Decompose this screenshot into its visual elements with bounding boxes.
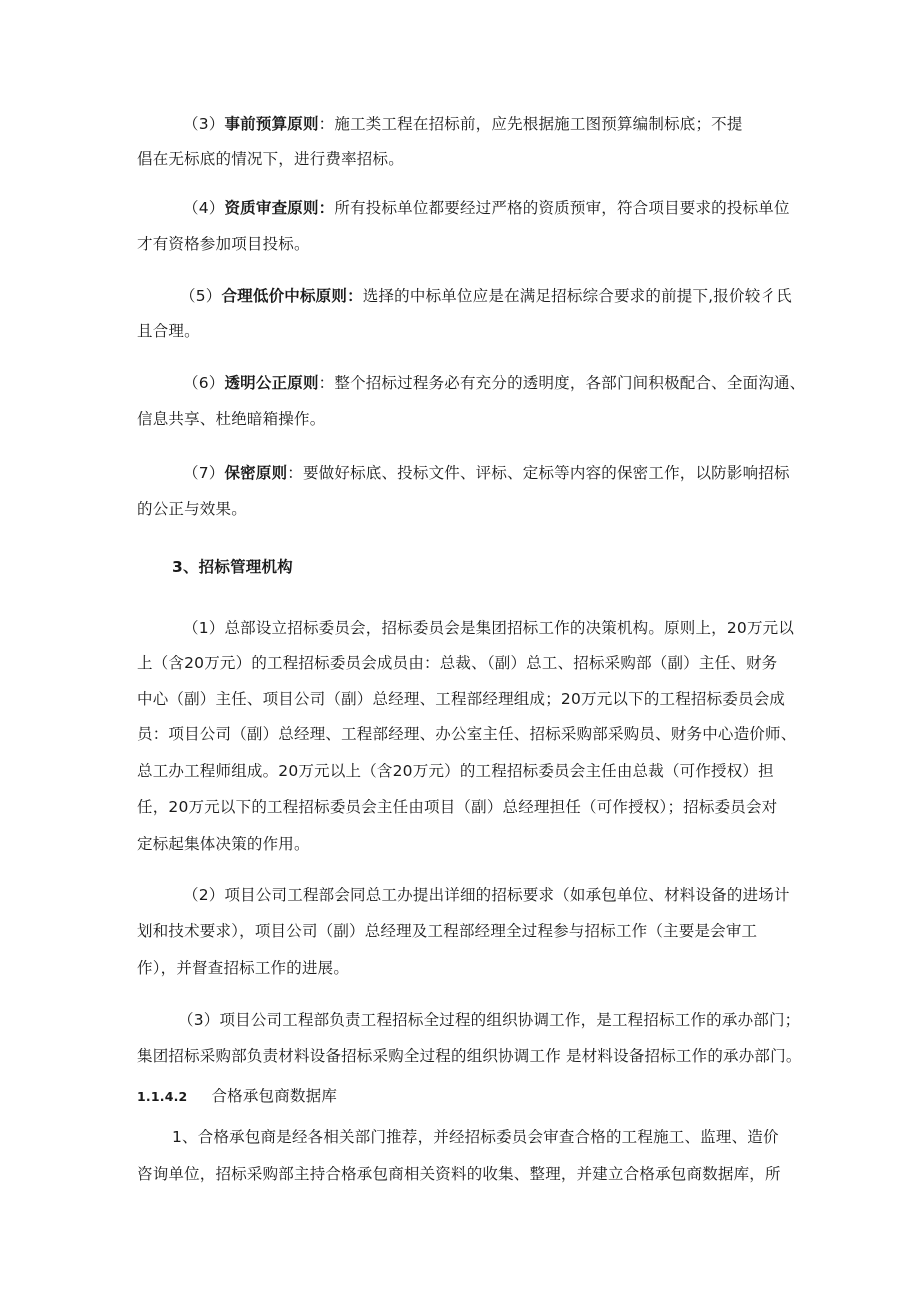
- principle-4: [183, 197, 790, 219]
- principle-5-text: 选择的中标单位应是在满足招标综合要求的前提下,报价较彳氏: [362, 287, 792, 305]
- section-name: 合格承包商数据库: [211, 1087, 338, 1105]
- para-1-line-4: 员：项目公司（副）总经理、工程部经理、办公室主任、招标采购部采购员、财务中心造价师、: [137, 725, 797, 743]
- principle-6: [183, 372, 805, 394]
- principle-3-text: ：施工类工程在招标前，应先根据施工图预算编制标底；不提: [318, 115, 743, 133]
- principle-6-label: （6）: [183, 374, 225, 392]
- para-1-line-2: 上（含20万元）的工程招标委员会成员由：总裁、（副）总工、招标采购部（副）主任、财务: [137, 654, 778, 672]
- principle-5-cont: 且合理。: [137, 322, 200, 340]
- principle-4-text: 所有投标单位都要经过严格的资质预审，符合项目要求的投标单位: [334, 199, 790, 217]
- principle-7-text: ：要做好标底、投标文件、评标、定标等内容的保密工作，以防影响招标: [287, 464, 790, 482]
- section-title: [137, 1085, 337, 1108]
- principle-4-label: （4）: [183, 199, 225, 217]
- para-1-line-1: （1）总部设立招标委员会，招标委员会是集团招标工作的决策机构。原则上，20万元以: [183, 619, 795, 637]
- principle-6-text: ：整个招标过程务必有充分的透明度，各部门间积极配合、全面沟通、: [318, 374, 806, 392]
- section-number: 1.1.4.2: [137, 1089, 188, 1104]
- principle-7-title: 保密原则: [224, 464, 288, 482]
- principle-6-cont: 信息共享、杜绝暗箱操作。: [137, 410, 326, 428]
- para-2-line-3: 作），并督查招标工作的进展。: [137, 959, 350, 977]
- principle-4-title: 资质审查原则：: [224, 199, 335, 217]
- principle-5-label: （5）: [180, 287, 222, 305]
- principle-7-label: （7）: [183, 464, 225, 482]
- principle-5: [180, 285, 792, 307]
- para-1-line-3: 中心（副）主任、项目公司（副）总经理、工程部经理组成；20万元以下的工程招标委员会成: [137, 690, 786, 708]
- para-1-line-5: 总工办工程师组成。20万元以上（含20万元）的工程招标委员会主任由总裁（可作授权）担: [137, 762, 774, 780]
- principle-3-title: 事前预算原则: [224, 115, 319, 133]
- para-4-line-2: 咨询单位，招标采购部主持合格承包商相关资料的收集、整理，并建立合格承包商数据库，所: [137, 1165, 781, 1183]
- para-2-line-1: （2）项目公司工程部会同总工办提出详细的招标要求（如承包单位、材料设备的进场计: [183, 886, 790, 904]
- principle-3-label: （3）: [183, 115, 225, 133]
- para-3-line-2: 集团招标采购部负责材料设备招标采购全过程的组织协调工作 是材料设备招标工作的承办部门。: [137, 1047, 802, 1065]
- principle-7-cont: 的公正与效果。: [137, 500, 247, 518]
- para-4-line-1: 1、合格承包商是经各相关部门推荐，并经招标委员会审查合格的工程施工、监理、造价: [172, 1128, 779, 1146]
- principle-6-title: 透明公正原则: [224, 374, 319, 392]
- principle-3: [183, 113, 743, 135]
- para-1-line-7: 定标起集体决策的作用。: [137, 835, 310, 853]
- principle-4-cont: 才有资格参加项目投标。: [137, 235, 310, 253]
- section-heading-3: 3、招标管理机构: [172, 558, 293, 576]
- para-3-line-1: （3）项目公司工程部负责工程招标全过程的组织协调工作，是工程招标工作的承办部门；: [178, 1011, 801, 1029]
- para-2-line-2: 划和技术要求），项目公司（副）总经理及工程部经理全过程参与招标工作（主要是会审工: [137, 922, 758, 940]
- para-1-line-6: 任，20万元以下的工程招标委员会主任由项目（副）总经理担任（可作授权）；招标委员会对: [137, 798, 778, 816]
- principle-3-cont: 倡在无标底的情况下，进行费率招标。: [137, 150, 404, 168]
- principle-7: [183, 462, 790, 484]
- principle-5-title: 合理低价中标原则：: [221, 287, 363, 305]
